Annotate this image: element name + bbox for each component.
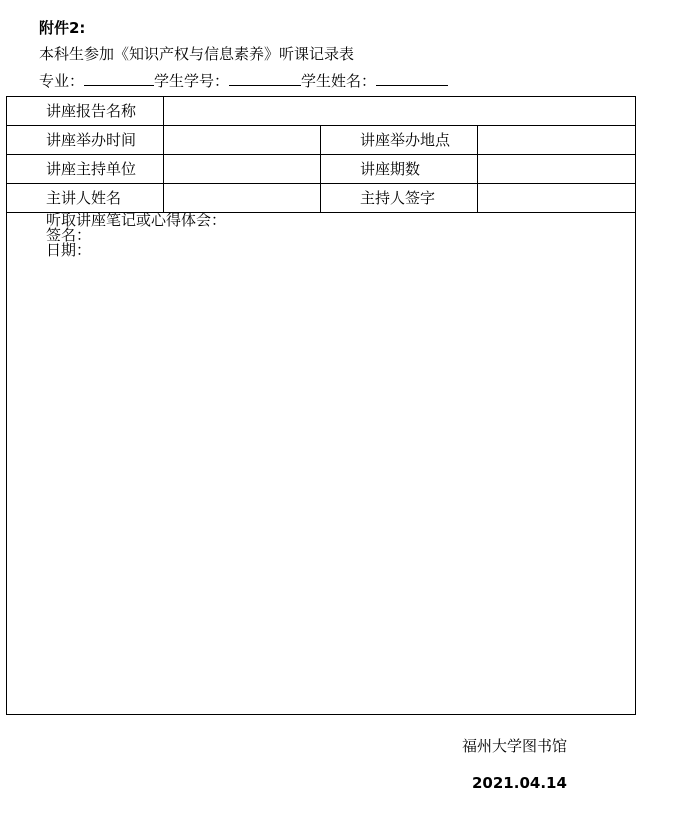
major-label: 专业：	[39, 72, 85, 90]
host-signature-field	[478, 184, 636, 213]
date-label: 日期：	[46, 241, 92, 259]
document-title: 本科生参加《知识产权与信息素养》听课记录表	[39, 45, 355, 63]
organization-name: 福州大学图书馆	[462, 737, 568, 755]
student-name-label: 学生姓名：	[301, 72, 377, 90]
table-row	[7, 184, 636, 213]
speaker-name-field	[164, 184, 321, 213]
student-id-label: 学生学号：	[154, 72, 230, 90]
session-number-field	[478, 155, 636, 184]
lecture-location-label: 讲座举办地点	[321, 126, 478, 155]
table-row	[7, 97, 636, 126]
host-unit-field	[164, 155, 321, 184]
notes-label: 听取讲座笔记或心得体会：	[46, 211, 227, 229]
lecture-title-field	[164, 97, 636, 126]
student-id-blank	[229, 71, 301, 86]
document-date: 2021.04.14	[472, 774, 567, 792]
lecture-time-label: 讲座举办时间	[7, 126, 164, 155]
table-row	[7, 213, 636, 715]
speaker-name-label: 主讲人姓名	[7, 184, 164, 213]
major-blank	[84, 71, 154, 86]
record-table	[6, 96, 636, 715]
table-row	[7, 126, 636, 155]
session-number-label: 讲座期数	[321, 155, 478, 184]
host-unit-label: 讲座主持单位	[7, 155, 164, 184]
host-signature-label: 主持人签字	[321, 184, 478, 213]
attachment-label: 附件2:	[39, 19, 86, 37]
lecture-title-label: 讲座报告名称	[7, 97, 164, 126]
lecture-location-field	[478, 126, 636, 155]
signature-label: 签名：	[46, 226, 92, 244]
notes-area	[7, 213, 636, 715]
lecture-time-field	[164, 126, 321, 155]
student-name-blank	[376, 71, 448, 86]
table-row	[7, 155, 636, 184]
student-info-line	[39, 71, 448, 91]
